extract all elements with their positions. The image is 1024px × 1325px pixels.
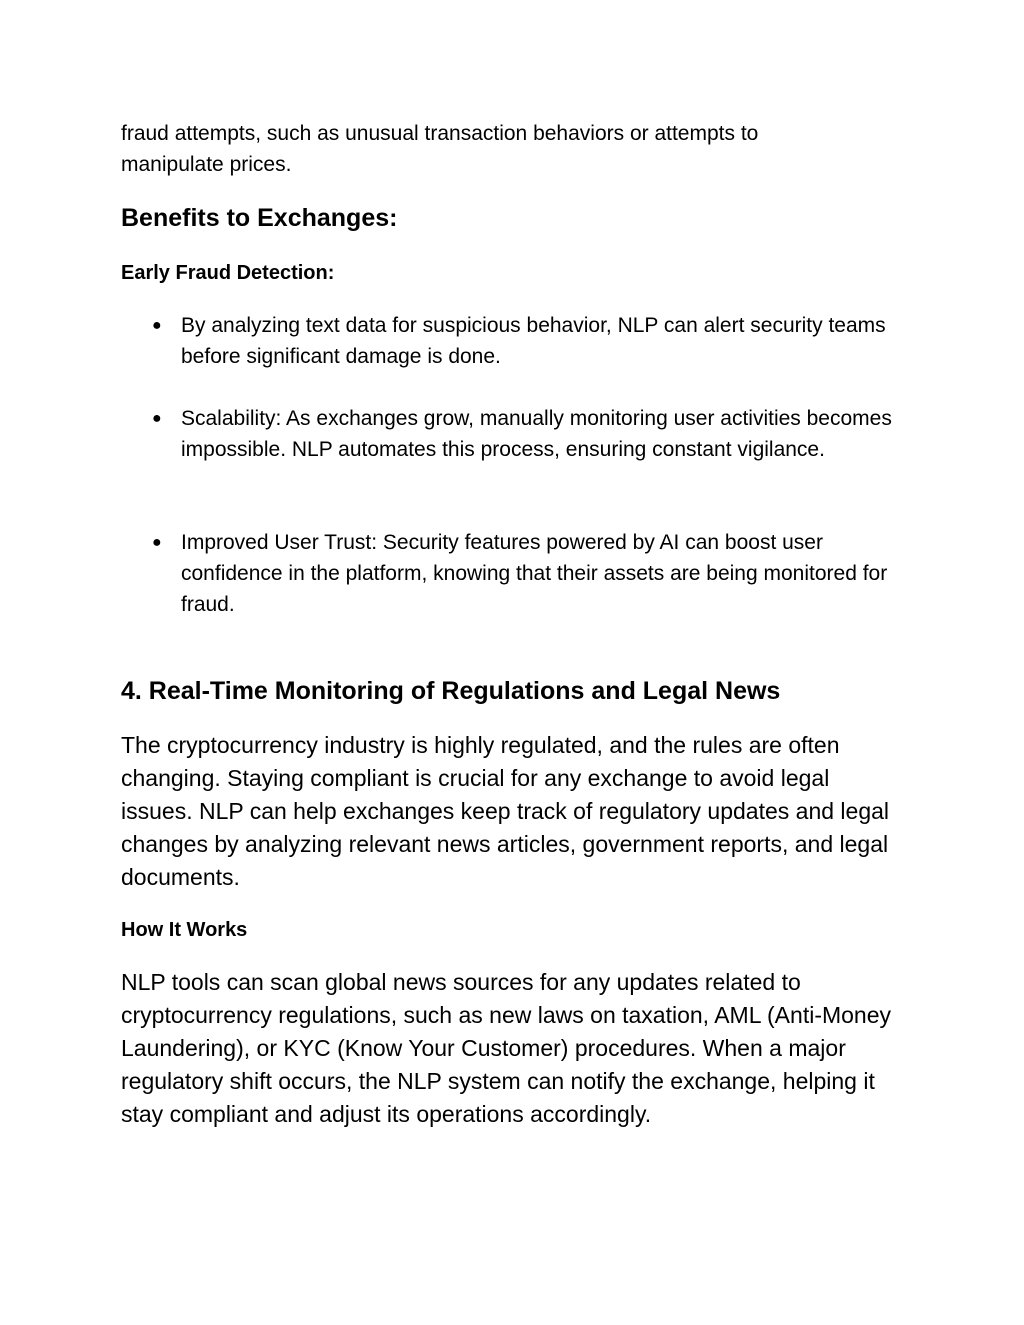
list-item-text: Improved User Trust: Security features powered by AI can boost user confidence in the platform, knowing that their assets are being monitored for fraud.: [181, 531, 888, 616]
list-item: [121, 527, 911, 620]
list-item-text: By analyzing text data for suspicious behavior, NLP can alert security teams before significant damage is done.: [181, 314, 886, 368]
early-fraud-detection-heading: Early Fraud Detection:: [121, 262, 335, 284]
list-item: [121, 403, 911, 496]
benefits-heading: Benefits to Exchanges:: [121, 204, 398, 232]
how-it-works-paragraph: NLP tools can scan global news sources for any updates related to cryptocurrency regulations, such as new laws on taxation, AML (Anti-Money Laundering), or KYC (Know Your Customer) procedures. When a major regulatory shift occurs, the NLP system can notify the exchange, helping it stay compliant and adjust its operations accordingly.: [121, 969, 892, 1127]
bullet-icon: ●: [152, 534, 162, 551]
how-it-works-heading: How It Works: [121, 919, 248, 941]
intro-paragraph: fraud attempts, such as unusual transaction behaviors or attempts to manipulate prices.: [121, 122, 759, 176]
list-item: [121, 310, 911, 372]
bullet-icon: ●: [152, 317, 162, 334]
section-4-paragraph: The cryptocurrency industry is highly regulated, and the rules are often changing. Staying compliant is crucial for any exchange to avoid legal issues. NLP can help exchanges keep track of regulatory updates and legal changes by analyzing relevant news articles, government reports, and legal documents.: [121, 732, 890, 890]
section-4-heading: 4. Real-Time Monitoring of Regulations and Legal News: [121, 677, 781, 705]
bullet-icon: ●: [152, 410, 162, 427]
benefits-list: [121, 310, 911, 620]
list-item-text: Scalability: As exchanges grow, manually monitoring user activities becomes impossible. NLP automates this process, ensuring constant vigilance.: [181, 407, 892, 461]
